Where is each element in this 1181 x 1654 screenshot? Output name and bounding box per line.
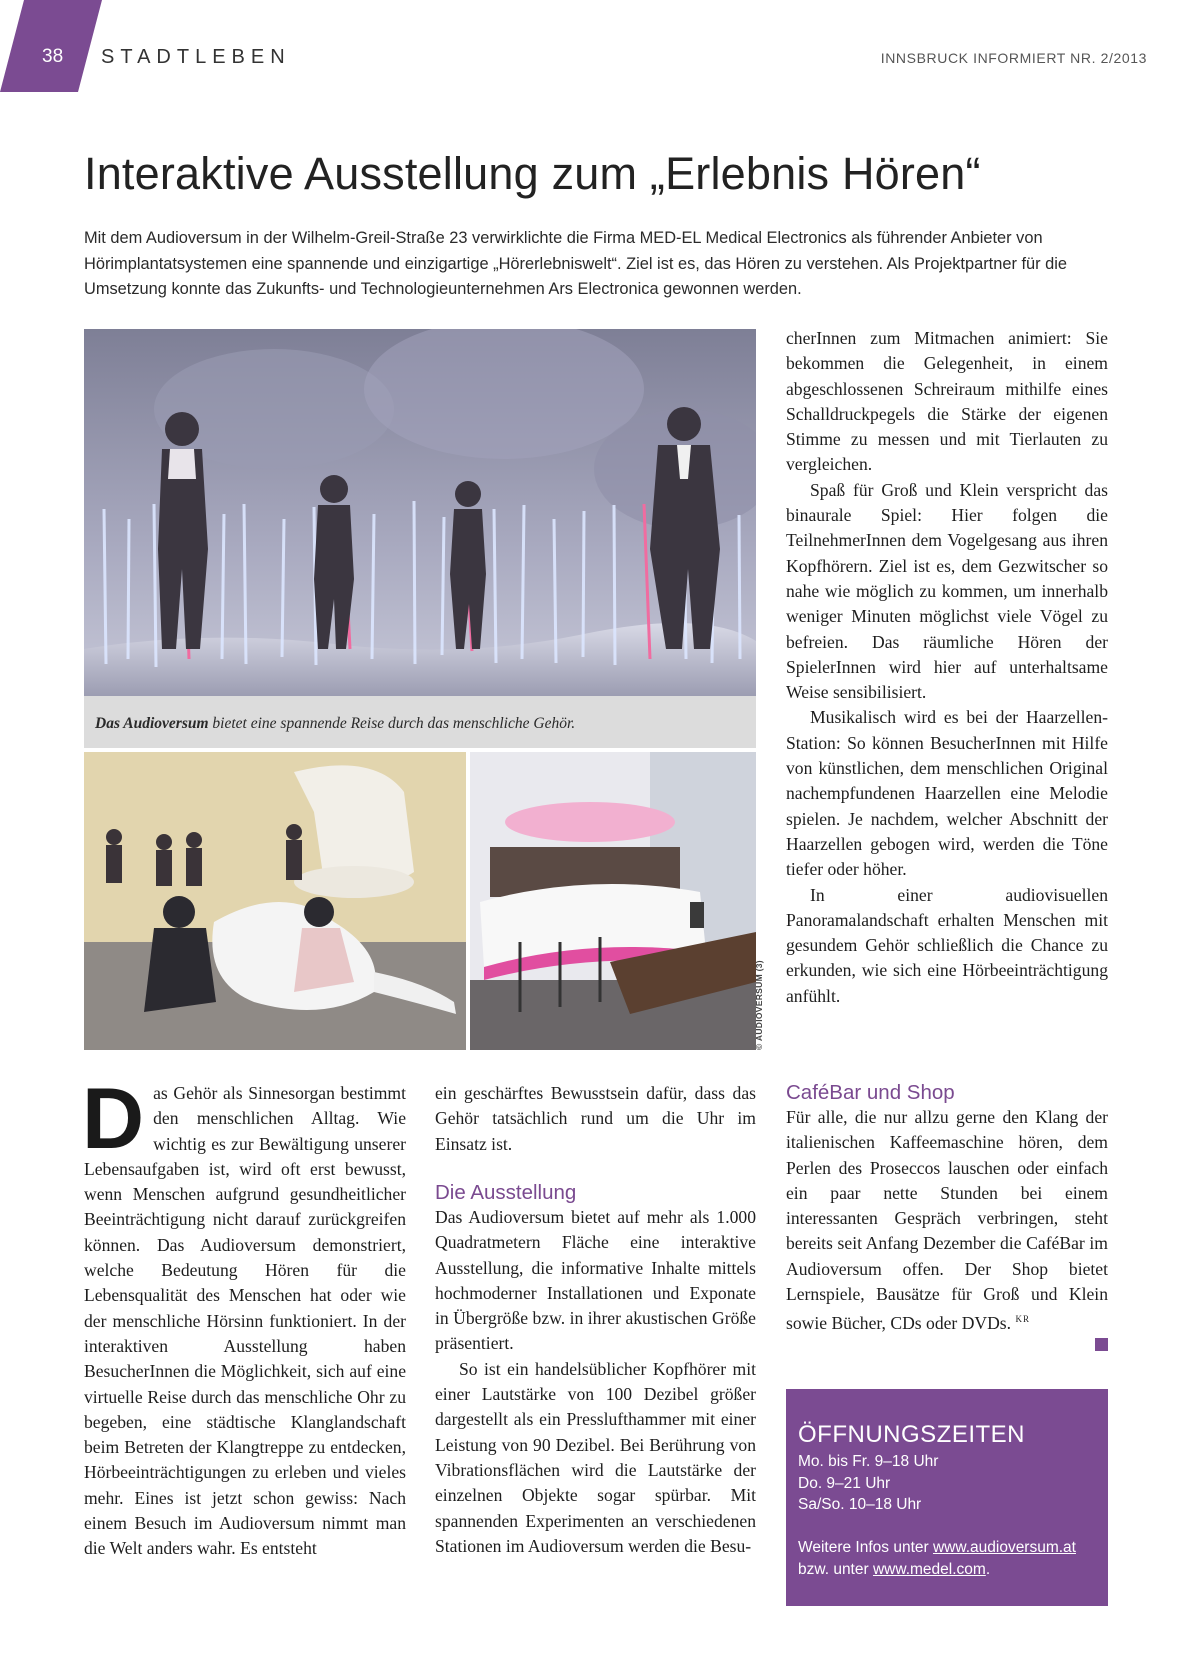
photo-cafebar — [470, 752, 756, 1050]
opening-hours-box — [786, 1389, 1108, 1606]
more-info-prefix: Weitere Infos unter — [798, 1538, 933, 1556]
hours-weekday: Mo. bis Fr. 9–18 Uhr — [798, 1453, 939, 1470]
ausstellung-paragraph-1: Das Audioversum bietet auf mehr als 1.000 Quadratmetern Fläche eine interaktive Ausstellung, die informative Inhalte mittels hochmoderner Installationen und Exponate in Übergröße bzw. in ihrer akustischen Größe präsentiert. — [435, 1207, 756, 1354]
article-headline: Interaktive Ausstellung zum „Erlebnis Hören“ — [84, 148, 981, 199]
hours-weekend: Sa/So. 10–18 Uhr — [798, 1496, 922, 1513]
cafebar-paragraph — [786, 1105, 1108, 1337]
issue-label: INNSBRUCK INFORMIERT NR. 2/2013 — [880, 50, 1147, 66]
column2-intro: ein geschärftes Bewusstsein dafür, dass das Gehör tatsächlich rund um die Uhr im Einsatz ist. — [435, 1083, 756, 1154]
more-info-suffix: . — [985, 1560, 991, 1578]
caption-bold: Das Audioversum — [95, 715, 209, 732]
article-end-mark — [1095, 1338, 1108, 1351]
column3-paragraph-2: Spaß für Groß und Klein verspricht das binaurale Spiel: Hier folgen die TeilnehmerInnen dem Vogelgesang aus ihren Kopfhörern. Ziel ist es, dem Gezwitscher so nahe wie möglich zu kommen, um innerhalb weniger Minuten möglichst viele Vögel zu befreien. Das räumliche Hören der SpielerInnen wird hier auf unterhaltsame Weise sensibilisiert. — [786, 479, 1108, 703]
cafebar-text: Für alle, die nur allzu gerne den Klang der italienischen Kaffeemaschine hören, dem Perlen des Proseccos lauschen oder einfach ein paar nette Stunden bei einem interessanten Gespräch verbringen, steht bereits seit Anfang Dezember die CaféBar im Audioversum offen. Der Shop bietet Lernspiele, Bausätze für Groß und Klein sowie Bücher, CDs oder DVDs. — [786, 1107, 1108, 1334]
article-column-2 — [435, 1081, 756, 1157]
ausstellung-paragraph-2: So ist ein handelsüblicher Kopfhörer mit einer Lautstärke von 100 Dezibel größer dargestellt als ein Presslufthammer mit einer Leistung von 90 Dezibel. Bei Berührung von Vibrationsflächen wird die Lautstärke der einzelnen Objekte sogar spürbar. Mit spannenden Experimenten an verschiedenen Stationen im Audioversum werden die Besu- — [435, 1358, 756, 1556]
cafebar-section — [786, 1105, 1108, 1337]
column3-paragraph-3: Musikalisch wird es bei der Haarzellen-Station: So können BesucherInnen mit Hilfe von künstlichen, dem menschlichen Original nachempfundenen Haarzellen eine Melodie spielen. Je nachdem, welcher Abschnitt der Haarzellen gebogen wird, werden die Töne tiefer oder höher. — [786, 707, 1108, 880]
ausstellung-section — [435, 1205, 756, 1559]
caption-text: bietet eine spannende Reise durch das menschliche Gehör. — [208, 715, 576, 732]
intro-text: as Gehör als Sinnesorgan bestimmt den menschlichen Alltag. Wie wichtig es zur Bewältigung unserer Lebensaufgaben ist, wird oft erst bewusst, wenn Menschen aufgrund gesundheitlicher Beeinträchtigung nicht darauf zurückgreifen können. Das Audioversum demonstriert, welche Bedeutung Hören für die Lebensqualität des Menschen hat oder wie der menschliche Hörsinn funktioniert. In der interaktiven Ausstellung haben BesucherInnen die Möglichkeit, sich auf eine virtuelle Reise durch das menschliche Ohr zu begeben, eine städtische Klanglandschaft beim Betreten der Klangtreppe zu entdecken, Hörbeeinträchtigungen zu erleben und vieles mehr. Eines ist jetzt schon gewiss: Nach einem Besuch im Audioversum nimmt man die Welt anders wahr. Es entsteht — [84, 1083, 406, 1559]
link-audioversum[interactable]: www.audioversum.at — [932, 1538, 1076, 1556]
hours-thursday: Do. 9–21 Uhr — [798, 1474, 891, 1492]
photo-children-exhibit — [84, 752, 466, 1050]
subhead-cafebar: CaféBar und Shop — [786, 1081, 955, 1104]
photo-caption — [84, 696, 756, 748]
link-medel[interactable]: www.medel.com — [872, 1560, 986, 1578]
column3-paragraph-1: cherInnen zum Mitmachen animiert: Sie bekommen die Gelegenheit, in einem abgeschlossenen Schreiraum mithilfe eines Schalldruckpegels die Stärke der eigenen Stimme zu messen und mit Tierlauten zu vergleichen. — [786, 328, 1108, 475]
article-column-3 — [786, 326, 1108, 1009]
dropcap: D — [82, 1071, 145, 1167]
photo-credit: © AUDIOVERSUM (3) — [754, 960, 764, 1050]
more-info-middle: bzw. unter — [798, 1560, 873, 1578]
page-number: 38 — [42, 46, 64, 67]
info-links — [798, 1537, 1096, 1581]
intro-paragraph — [82, 1071, 406, 1562]
author-initials: KR — [1015, 1314, 1030, 1325]
article-column-1 — [82, 1071, 406, 1562]
section-title: STADTLEBEN — [101, 46, 291, 68]
photo-light-installation — [84, 329, 756, 696]
article-lead: Mit dem Audioversum in der Wilhelm-Greil-Straße 23 verwirklichte die Firma MED-EL Medical Electronics als führender Anbieter von Hörimplantatsystemen eine spannende und einzigartige „Hörerlebniswelt“. Ziel ist es, das Hören zu verstehen. Als Projektpartner für die Umsetzung konnte das Zukunfts- und Technologieunternehmen Ars Electronica gewonnen werden. — [84, 229, 1068, 298]
opening-hours-title: ÖFFNUNGSZEITEN — [798, 1421, 1025, 1448]
column3-paragraph-4: In einer audiovisuellen Panoramalandschaft erhalten Menschen mit gesundem Gehör schließlich die Chance zu erkunden, wie sich eine Hörbeeinträchtigung anfühlt. — [786, 884, 1108, 1006]
subhead-ausstellung: Die Ausstellung — [435, 1181, 577, 1204]
